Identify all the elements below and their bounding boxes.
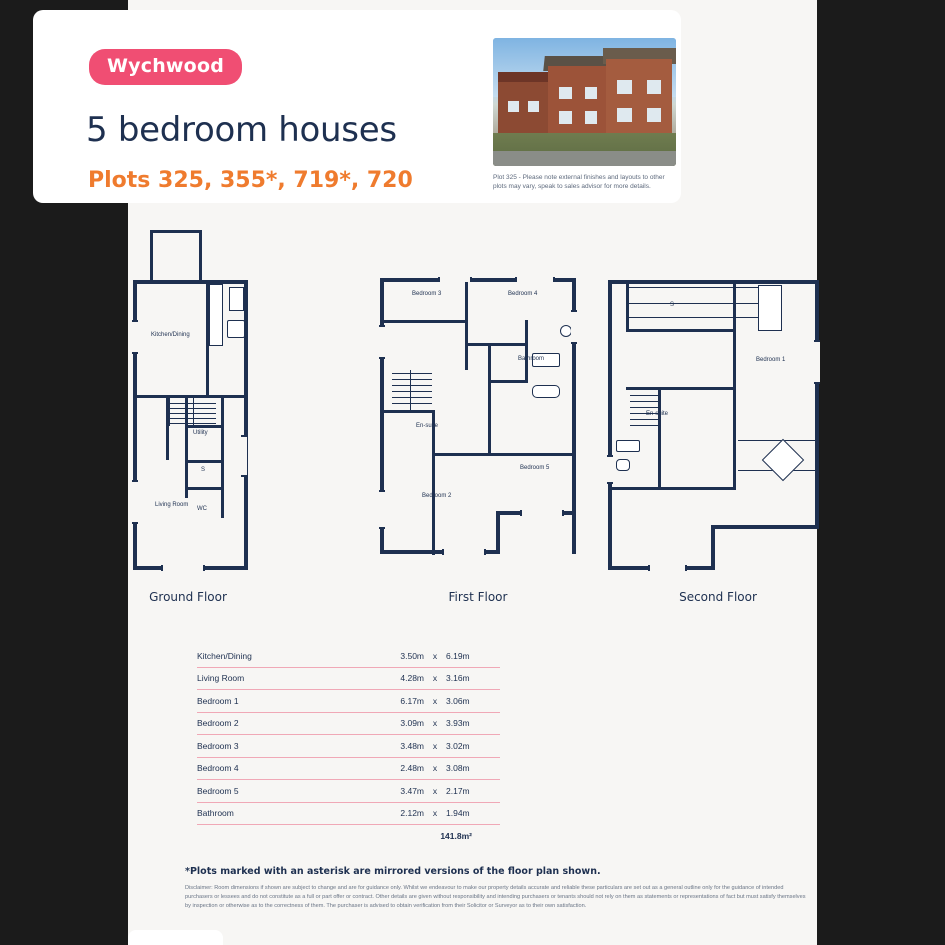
floor-label-ground: Ground Floor bbox=[149, 590, 227, 604]
floor-label-first: First Floor bbox=[448, 590, 508, 604]
room-width-cell: 4.28m bbox=[400, 673, 424, 684]
room-width-cell: 6.17m bbox=[400, 695, 424, 706]
table-row bbox=[197, 645, 500, 668]
room-label: Bedroom 4 bbox=[508, 291, 538, 297]
development-photo bbox=[493, 38, 676, 166]
room-label: Bedroom 5 bbox=[520, 465, 550, 471]
separator: x bbox=[432, 718, 438, 729]
room-name-cell: Bedroom 4 bbox=[197, 763, 239, 774]
room-depth-cell: 2.17m bbox=[446, 785, 470, 796]
page-title: 5 bedroom houses bbox=[86, 110, 397, 150]
room-width-cell: 3.50m bbox=[400, 650, 424, 661]
floor-label-second: Second Floor bbox=[679, 590, 757, 604]
room-name-cell: Bedroom 1 bbox=[197, 695, 239, 706]
room-label: Utility bbox=[193, 430, 208, 436]
room-depth-cell: 3.93m bbox=[446, 718, 470, 729]
room-label: Bedroom 2 bbox=[422, 493, 452, 499]
brand-logo: Wychwood bbox=[89, 49, 242, 85]
room-width-cell: 2.48m bbox=[400, 763, 424, 774]
room-depth-cell: 3.16m bbox=[446, 673, 470, 684]
room-name-cell: Bedroom 2 bbox=[197, 718, 239, 729]
viewer-right-rail bbox=[817, 0, 945, 945]
separator: x bbox=[432, 650, 438, 661]
room-label: S bbox=[670, 302, 675, 308]
table-row bbox=[197, 668, 500, 691]
separator: x bbox=[432, 673, 438, 684]
room-name-cell: Kitchen/Dining bbox=[197, 650, 252, 661]
header-card bbox=[33, 10, 681, 203]
room-label: Bedroom 3 bbox=[412, 291, 442, 297]
room-name-cell: Bedroom 3 bbox=[197, 740, 239, 751]
room-label: En-suite bbox=[646, 411, 669, 417]
separator: x bbox=[432, 740, 438, 751]
separator: x bbox=[432, 763, 438, 774]
room-name-cell: Bathroom bbox=[197, 808, 234, 819]
room-width-cell: 3.48m bbox=[400, 740, 424, 751]
table-row bbox=[197, 803, 500, 826]
room-label: S bbox=[201, 467, 206, 473]
separator: x bbox=[432, 808, 438, 819]
disclaimer-text: Disclaimer: Room dimensions if shown are subject to change and are for guidance only. Whilst we endeavour to make our property details accurate and reliable these particulars are set out as a general outline only for the guidance of intended purchasers or lessees and do not constitute as a full or part offer or contract. Other details are given without responsibility and intending purchasers or tenants should not rely on them as statements or representations of fact but must satisfy themselves by inspection or otherwise as to the correctness of them. The purchaser is advised to obtain verification from their Solicitor or Surveyor as to their own satisfaction. bbox=[185, 885, 806, 910]
room-label: En-suite bbox=[416, 423, 439, 429]
room-label: Living Room bbox=[155, 502, 189, 508]
dimensions-table bbox=[197, 645, 500, 841]
table-row bbox=[197, 758, 500, 781]
room-width-cell: 2.12m bbox=[400, 808, 424, 819]
table-row bbox=[197, 713, 500, 736]
room-depth-cell: 3.02m bbox=[446, 740, 470, 751]
viewer-corner-bar bbox=[128, 930, 223, 945]
room-label: WC bbox=[197, 506, 207, 512]
room-depth-cell: 6.19m bbox=[446, 650, 470, 661]
asterisk-note: *Plots marked with an asterisk are mirrored versions of the floor plan shown. bbox=[185, 866, 601, 877]
room-depth-cell: 3.06m bbox=[446, 695, 470, 706]
photo-caption: Plot 325 - Please note external finishes and layouts to other plots may vary, speak to sales advisor for more details. bbox=[493, 174, 665, 191]
room-label: Kitchen/Dining bbox=[151, 332, 190, 338]
room-depth-cell: 3.08m bbox=[446, 763, 470, 774]
table-row bbox=[197, 780, 500, 803]
separator: x bbox=[432, 695, 438, 706]
room-width-cell: 3.47m bbox=[400, 785, 424, 796]
total-area: 141.8m² bbox=[440, 831, 472, 841]
separator: x bbox=[432, 785, 438, 796]
room-name-cell: Living Room bbox=[197, 673, 245, 684]
room-label: Bedroom 1 bbox=[756, 357, 786, 363]
room-width-cell: 3.09m bbox=[400, 718, 424, 729]
room-name-cell: Bedroom 5 bbox=[197, 785, 239, 796]
table-row bbox=[197, 690, 500, 713]
floorplans bbox=[0, 225, 786, 615]
room-depth-cell: 1.94m bbox=[446, 808, 470, 819]
table-row bbox=[197, 735, 500, 758]
room-label: Bathroom bbox=[518, 356, 545, 362]
plot-list: Plots 325, 355*, 719*, 720 bbox=[88, 168, 413, 193]
